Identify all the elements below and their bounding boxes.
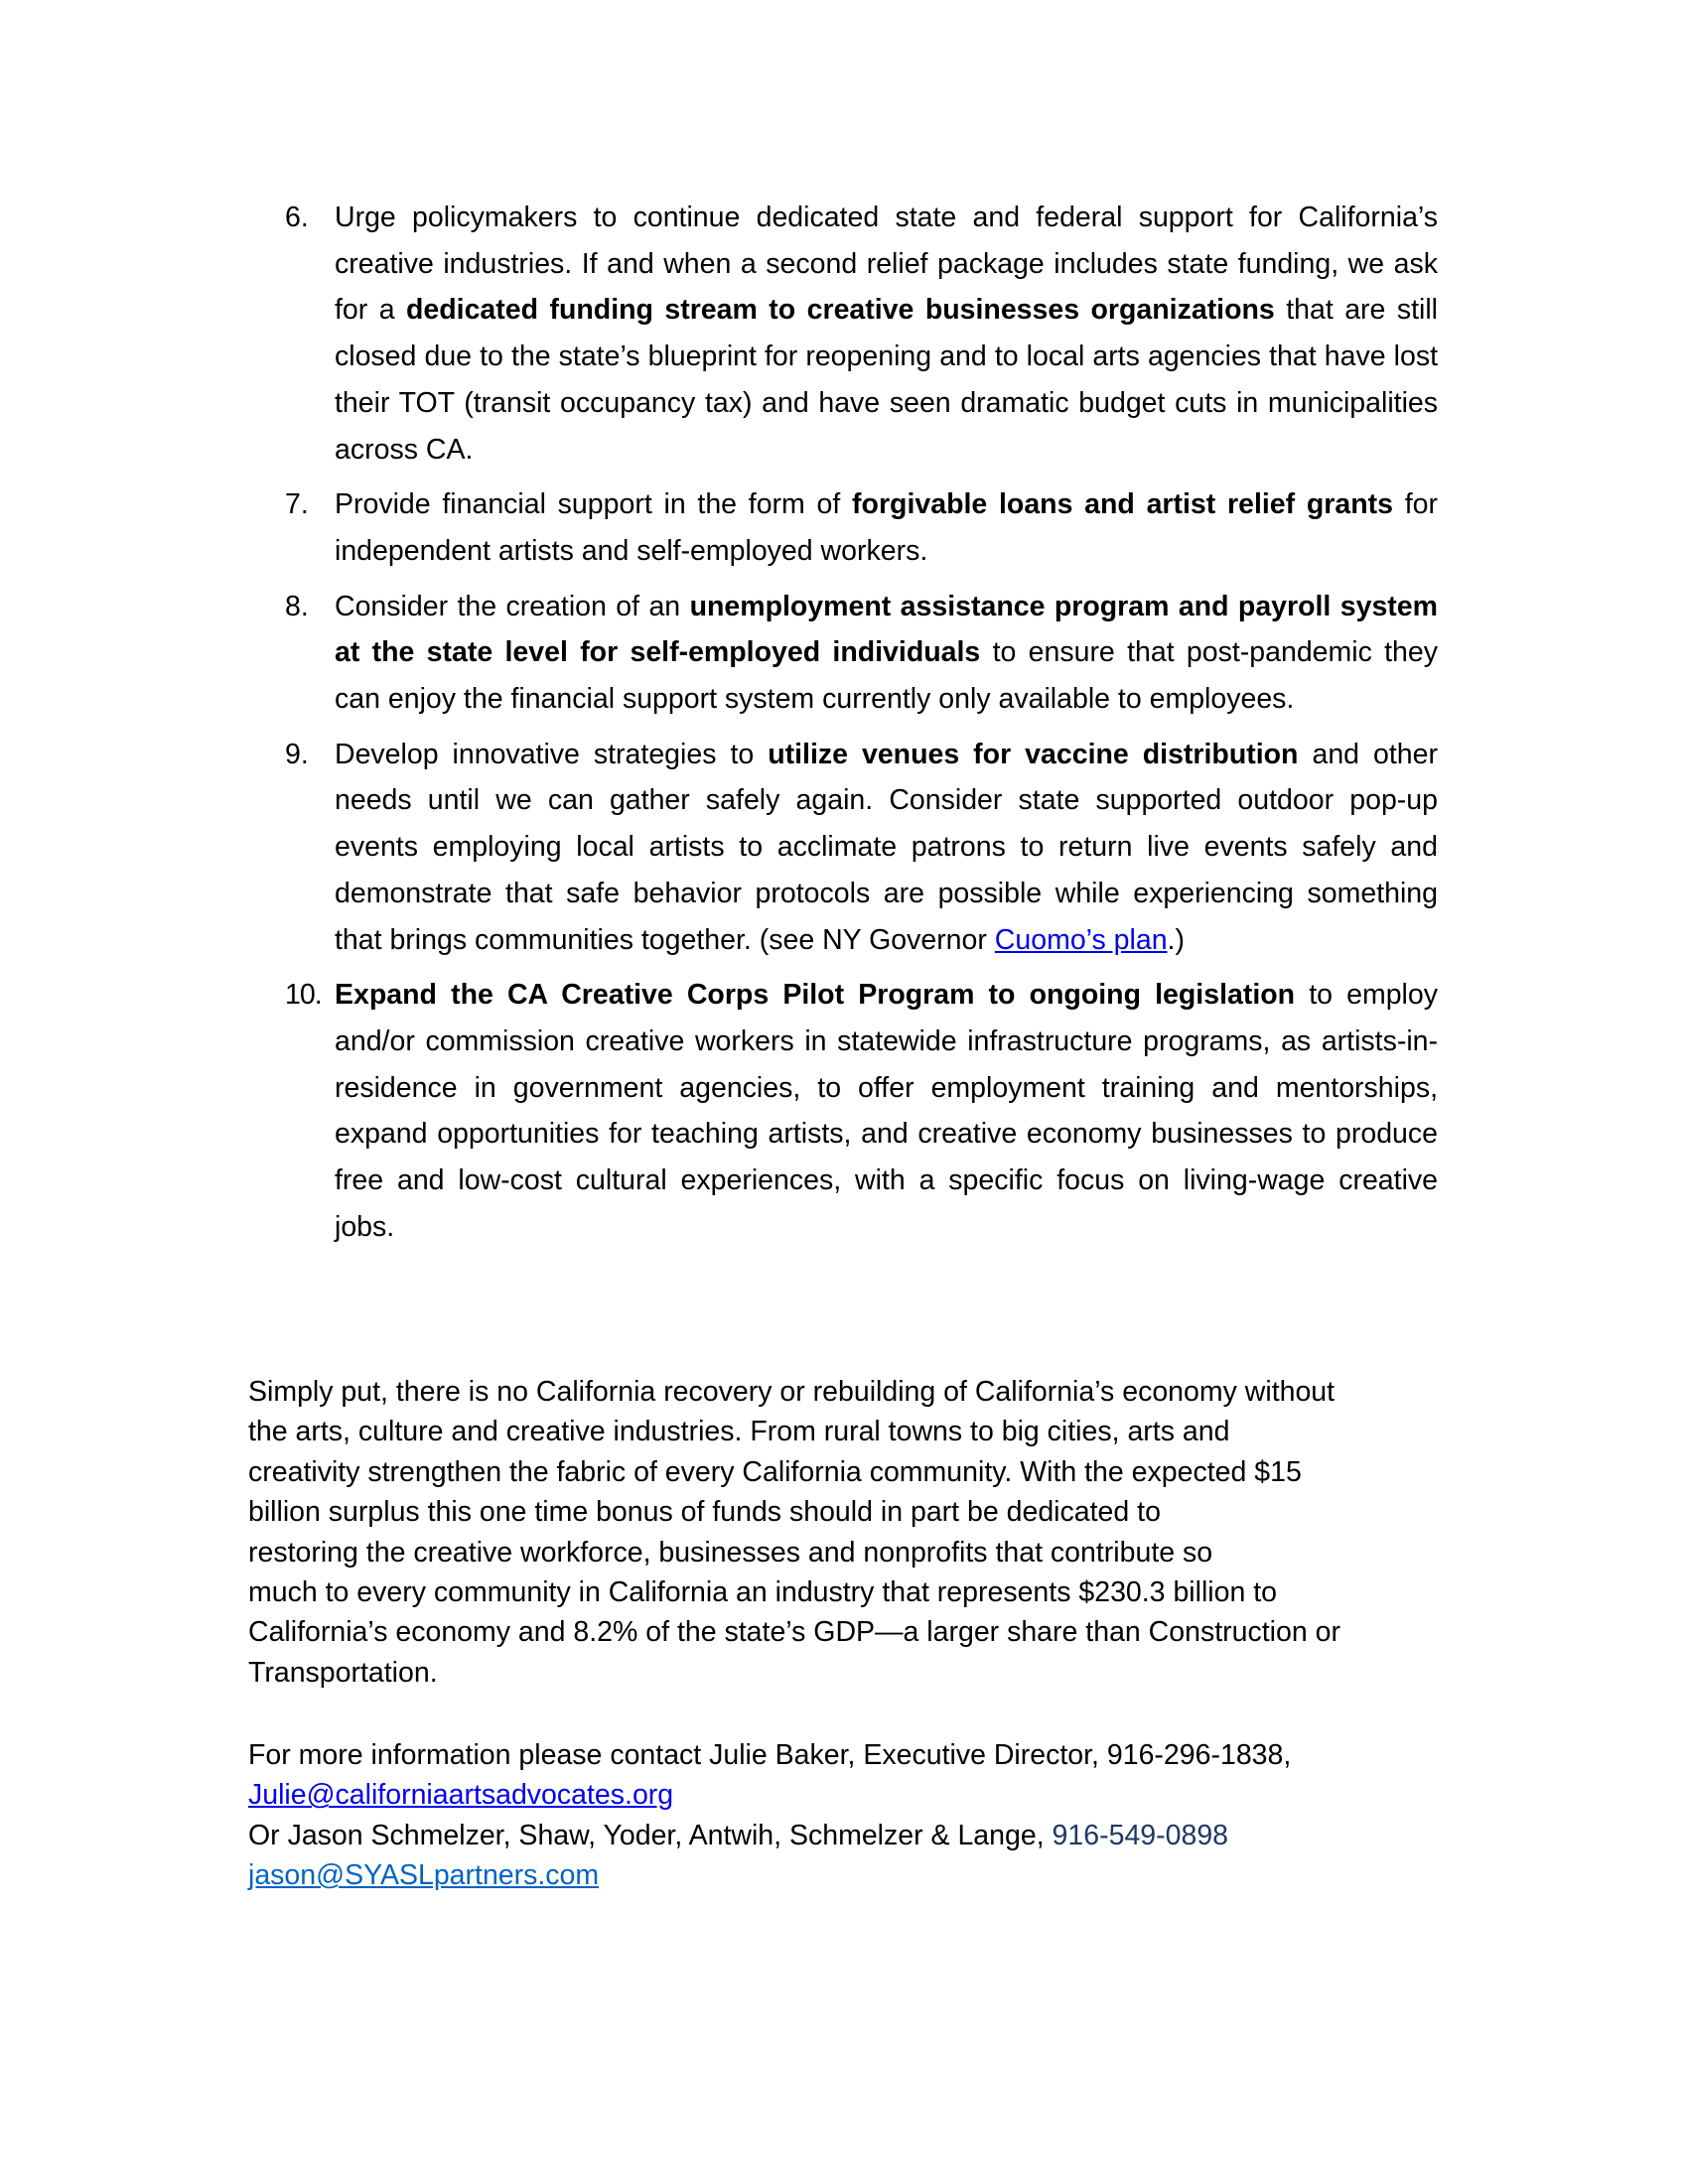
item-emphasis: unemployment assistance program and payroll system at the state level for self-employed individuals xyxy=(335,590,1438,669)
summary-line: Simply put, there is no California recovery or rebuilding of California’s economy without xyxy=(248,1376,1336,1408)
summary-line: creativity strengthen the fabric of every California community. With the expected $15 xyxy=(248,1455,1302,1488)
item-number: 10. xyxy=(285,979,322,1012)
summary-line: the arts, culture and creative industries. From rural towns to big cities, arts and xyxy=(248,1416,1230,1448)
item-emphasis: Expand the CA Creative Corps Pilot Program to ongoing legislation xyxy=(335,979,1296,1012)
contact-block xyxy=(248,1735,1450,1896)
julie-email-link[interactable]: Julie@californiaartsadvocates.org xyxy=(248,1779,674,1812)
item-number: 8. xyxy=(285,590,309,622)
recommendation-item-10 xyxy=(285,972,1438,1250)
item-text: Develop innovative strategies to xyxy=(335,738,769,770)
contact-line-julie: For more information please contact Julie Baker, Executive Director, 916-296-1838, xyxy=(248,1739,1292,1771)
summary-line: California’s economy and 8.2% of the state’s GDP—a larger share than Construction or xyxy=(248,1616,1340,1649)
item-text: for independent artists and self-employed workers. xyxy=(335,488,1438,567)
summary-line: Transportation. xyxy=(248,1656,438,1689)
summary-line: restoring the creative workforce, businesses and nonprofits that contribute so xyxy=(248,1536,1213,1569)
item-number: 7. xyxy=(285,488,309,521)
recommendation-item-9 xyxy=(285,732,1438,964)
item-text: that are still closed due to the state’s blueprint for reopening and to local arts agencies that have lost their TOT (transit occupancy tax) and have seen dramatic budget cuts in municipalities across CA. xyxy=(335,294,1438,466)
item-emphasis: dedicated funding stream to creative businesses organizations xyxy=(406,294,1275,327)
cuomo-plan-link[interactable]: Cuomo’s plan xyxy=(994,923,1168,956)
recommendation-item-6 xyxy=(285,195,1438,473)
jason-phone: 916-549-0898 xyxy=(1052,1819,1229,1851)
item-text: to ensure that post-pandemic they can enjoy the financial support system currently only available to employees. xyxy=(335,636,1439,716)
item-text: Urge policymakers to continue dedicated state and federal support for California’s creative industries. If and when a second relief package includes state funding, we ask for a xyxy=(335,202,1438,327)
item-text: .) xyxy=(1167,923,1185,956)
recommendation-item-8 xyxy=(285,584,1438,723)
contact-line-jason xyxy=(248,1816,1450,1855)
item-emphasis: utilize venues for vaccine distribution xyxy=(768,738,1299,770)
recommendations-list xyxy=(285,195,1438,1250)
jason-email-link[interactable]: jason@SYASLpartners.com xyxy=(248,1859,600,1892)
summary-line: billion surplus this one time bonus of funds should in part be dedicated to xyxy=(248,1496,1161,1529)
item-number: 6. xyxy=(285,202,309,233)
recommendation-item-7 xyxy=(285,481,1438,574)
contact-text: Or Jason Schmelzer, Shaw, Yoder, Antwih, Schmelzer & Lange, xyxy=(248,1819,1053,1851)
item-text: Provide financial support in the form of xyxy=(335,488,853,521)
item-number: 9. xyxy=(285,738,309,770)
summary-line: much to every community in California an industry that represents $230.3 billion to xyxy=(248,1576,1278,1609)
summary-paragraph xyxy=(248,1372,1450,1693)
item-text: to employ and/or commission creative workers in statewide infrastructure programs, as artists-in-residence in government agencies, to offer employment training and mentorships, expand opportunities for teaching artists, and creative economy businesses to produce free and low-cost cultural experiences, with a specific focus on living-wage creative jobs. xyxy=(335,979,1438,1243)
item-emphasis: forgivable loans and artist relief grants xyxy=(852,488,1393,521)
item-text: and other needs until we can gather safely again. Consider state supported outdoor pop-up events employing local artists to acclimate patrons to return live events safely and demonstrate that safe behavior protocols are possible while experiencing something that brings communities together. (see NY Governor xyxy=(335,738,1438,956)
item-text: Consider the creation of an xyxy=(335,590,690,622)
